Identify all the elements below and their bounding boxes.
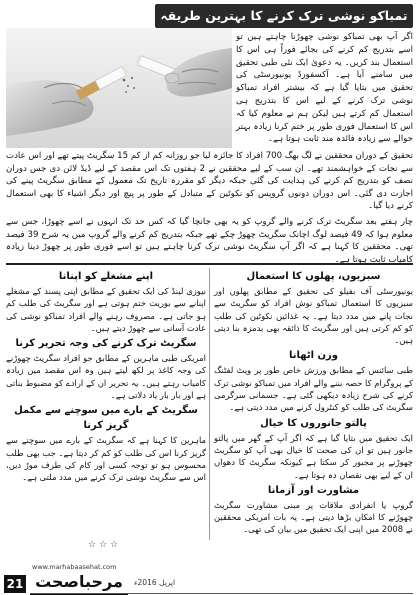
section-text: ایک تحقیق میں بتایا گیا ہے کہ اگر آپ کے گھر میں پالتو جانور ہیں تو ان کی صحت کا خیال بھی آپ کو سگریٹ چھوڑنے پر مجبور کر سکتا ہے کیونکہ سگریٹ کا دھواں ان کے لیے بھی نقصان دہ ہوتا ہے۔ <box>214 432 413 480</box>
intro-paragraph: اگر آپ بھی تمباکو نوشی چھوڑنا چاہتے ہیں تو اسے بتدریج کم کرنے کی بجائے فوراً ہی اس کا استعمال بند کریں۔ یہ دعویٰ ایک نئی طبی تحقیق میں سامنے آیا ہے۔ آکسفورڈ یونیورسٹی کی تحقیق میں بتایا گیا ہے کہ بیشتر افراد تمباکو نوشی ترک کرنے کے لیے اس کا بتدریج ہی استعمال کم کرتے ہیں لیکن ہم نے معلوم کیا کہ اس کا استعمال فوری طور پر ختم کرنا زیادہ بہتر حوالے سے زیادہ فائدہ مند ثابت ہوتا ہے۔ <box>236 32 413 145</box>
section-heading: سبزیوں، پھلوں کا استعمال <box>246 271 381 282</box>
section-heading: پالتو جانوروں کا خیال <box>260 417 367 429</box>
article-title: تمباکو نوشی ترک کرنے کا بہترین طریقہ <box>155 4 413 28</box>
section-heading: وزن اٹھانا <box>288 350 339 362</box>
right-column <box>214 268 413 538</box>
section-text: نیوزی لینڈ کی ایک تحقیق کے مطابق اپنی پسند کے مشغلے اپنانے سے بوریت ختم ہوتی ہے اور سگریٹ کی طلب کم ہو جاتی ہے۔ مصروف رہنے والے افراد تمباکو نوشی کی عادت آسانی سے چھوڑ دیتے ہیں۔ <box>6 286 206 333</box>
footer-rule <box>30 593 413 594</box>
section-text: ماہرین کا کہنا ہے کہ سگریٹ کے بارے میں سوچنے سے گریز کرنا اس کی طلب کو کم کر دیتا ہے۔ جب بھی طلب محسوس ہو تو توجہ کسی اور کام کی طرف موڑ دیں، اس سے سگریٹ نوشی ترک کرنے میں مدد ملتی ہے۔ <box>6 435 206 483</box>
page-number: 21 <box>4 575 26 593</box>
section-heading: اپنے مشغلے کو اپنانا <box>58 271 154 282</box>
magazine-logo: مرحباصحت <box>30 571 128 595</box>
issue-date: اپریل 2016ء <box>134 578 176 587</box>
column-separator <box>209 268 210 540</box>
article-intro <box>236 31 413 149</box>
body-paragraph: تحقیق کے دوران محققین نے لگ بھگ 700 افراد کا جائزہ لیا جو روزانہ کم از کم 15 سگریٹ پیتے تھے اور اس عادت سے نجات کے خواہشمند تھے۔ ان سب کے لیے محققین نے 2 ہفتوں تک اس مقصد کے لیے ڈیڈ لائن دی جس دوران نصف کو بتدریج کم کرنے کی ہدایت کی گئی جبکہ دیگر کو مقررہ تاریخ تک معمول کے مطابق سگریٹ پینے کی اجازت دی گئی۔ اس دوران دونوں گروپس کو نکوٹین کے متبادل کے طور پر پیچ اور دیگر اشیاء کا بھی استعمال کرنے دیا گیا۔ <box>6 151 414 212</box>
section-text: امریکی طبی ماہرین کے مطابق جو افراد سگریٹ چھوڑنے کی وجہ کاغذ پر لکھ لیتے ہیں وہ اس مقصد میں زیادہ کامیاب رہتے ہیں۔ یہ تحریر ان کے ارادے کو مضبوط بناتی ہے اور بار بار یاد دلاتی ہے۔ <box>6 353 206 401</box>
broken-cigarette-photo <box>6 28 232 148</box>
body-paragraph: چار ہفتے بعد سگریٹ ترک کرنے والے گروپ کو یہ بھی جانچا گیا کہ کس حد تک انہوں نے اسے چھوڑا، جس سے معلوم ہوا کہ 49 فیصد لوگ اچانک سگریٹ چھوڑ چکے تھے جبکہ بتدریج کم کرنے والے گروپ میں یہ شرح 39 فیصد تھی۔ محققین کا کہنا ہے کہ اگر آپ سگریٹ نوشی ترک کرنا چاہتے ہیں تو اسے فوری طور پر چھوڑ دینا زیادہ کامیاب ثابت ہوتا ہے۔ <box>6 216 413 265</box>
end-stars: ☆☆☆ <box>88 540 122 550</box>
section-divider <box>6 263 413 265</box>
left-column <box>6 268 206 486</box>
section-heading: سگریٹ ترک کرنے کی وجہ تحریر کرنا <box>15 338 197 350</box>
section-heading: سگریٹ کے بارے میں سوچنے سے مکمل گریز کرنا <box>14 405 198 432</box>
section-text: طبی سائنس کے مطابق ورزش خاص طور پر ویٹ لفٹنگ کے پروگرام کا حصہ بننے والے افراد میں تمباکو نوشی ترک کرنے کی شرح زیادہ دیکھی گئی ہے۔ جسمانی سرگرمی سگریٹ کی طلب کو کنٹرول کرنے میں مدد دیتی ہے۔ <box>214 365 413 413</box>
magazine-url[interactable]: www.marhabaasehat.com <box>32 563 117 571</box>
broken-cigarette-image <box>6 28 232 148</box>
section-text: گروپ یا انفرادی ملاقات پر مبنی مشاورت سگریٹ چھوڑنے کا امکان بڑھا دیتی ہے۔ یہ بات امریکی محققین نے 2008 میں اپنی ایک تحقیق میں بیان کی تھی۔ <box>214 499 413 535</box>
section-heading: مشاورت اور آزمانا <box>267 484 360 496</box>
page-footer <box>0 558 419 595</box>
section-text: یونیورسٹی آف بفیلو کی تحقیق کے مطابق پھلوں اور سبزیوں کا استعمال تمباکو نوش افراد کو سگریٹ سے نجات پانے میں مدد دیتا ہے۔ یہ غذائیں نکوٹین کی طلب کو کم کرتی ہیں اور سگریٹ کا ذائقہ بھی بدمزہ بنا دیتی ہیں۔ <box>214 286 413 346</box>
article-body <box>6 150 413 269</box>
